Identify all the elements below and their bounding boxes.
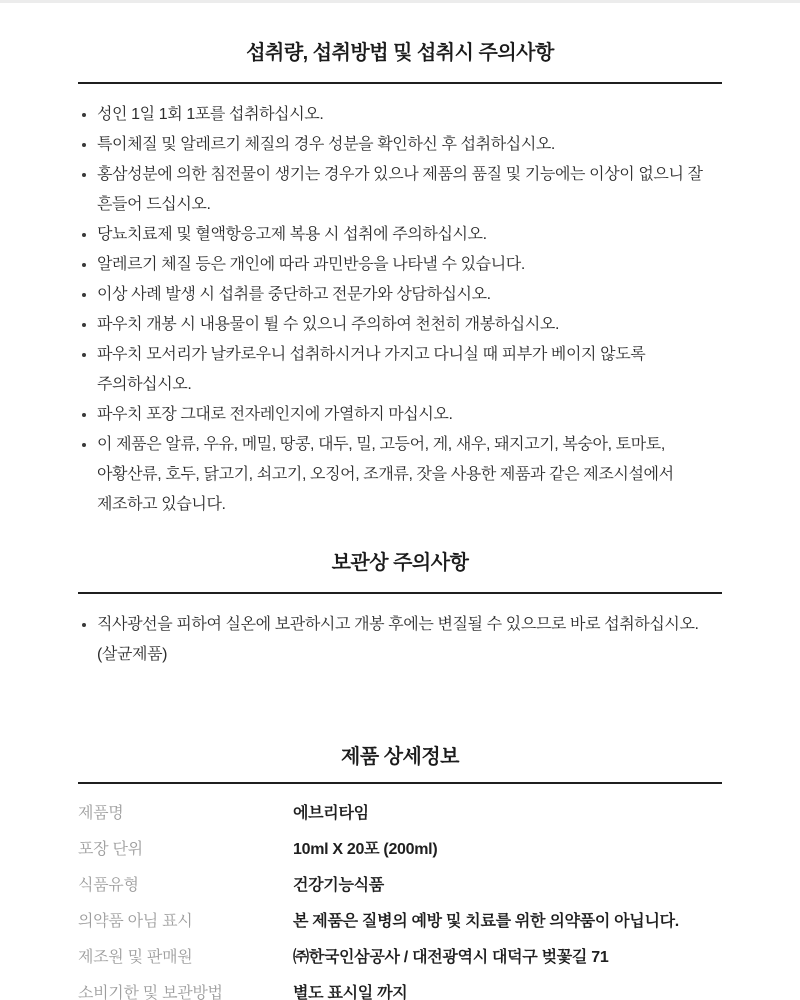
intake-section-title: 섭취량, 섭취방법 및 섭취시 주의사항 [246,42,554,64]
row-label: 제품명 [78,805,124,822]
list-item [78,430,722,520]
list-item [78,100,722,130]
row-label: 제조원 및 판매원 [78,949,193,966]
row-label: 소비기한 및 보관방법 [78,985,223,1000]
table-row [78,976,722,1000]
product-info-table [78,796,722,1000]
table-row [78,796,722,832]
list-item-text: 이 제품은 알류, 우유, 메밀, 땅콩, 대두, 밀, 고등어, 게, 새우, 돼지고기, 복숭아, 토마토, 아황산류, 호두, 닭고기, 쇠고기, 오징어, 조개류, 잣을 사용한 제품과 같은 제조시설에서 제조하고 있습니다. [97,436,674,513]
section-product-info [78,744,722,1000]
list-item-text: 파우치 모서리가 날카로우니 섭취하시거나 가지고 다니실 때 피부가 베이지 않도록 주의하십시오. [97,346,646,393]
row-value: 본 제품은 질병의 예방 및 치료를 위한 의약품이 아닙니다. [293,913,679,930]
row-value: 10ml X 20포 (200ml) [293,841,438,858]
list-item [78,220,722,250]
bullet-icon [82,443,86,447]
bullet-icon [82,353,86,357]
bullet-icon [82,233,86,237]
list-item [78,310,722,340]
product-info-section-title: 제품 상세정보 [341,746,459,768]
list-item [78,280,722,310]
list-item-text: 홍삼성분에 의한 침전물이 생기는 경우가 있으나 제품의 품질 및 기능에는 이상이 없으니 잘 흔들어 드십시오. [97,166,703,213]
bullet-icon [82,293,86,297]
list-item [78,610,722,670]
list-item-text: 당뇨치료제 및 혈액항응고제 복용 시 섭취에 주의하십시오. [97,226,487,243]
bullet-icon [82,113,86,117]
list-item [78,400,722,430]
storage-precautions-list [78,610,722,670]
bullet-icon [82,263,86,267]
section-storage-precautions [78,550,722,670]
top-divider [0,0,800,3]
row-label: 포장 단위 [78,841,143,858]
bullet-icon [82,323,86,327]
list-item [78,340,722,400]
list-item-text: 파우치 포장 그대로 전자레인지에 가열하지 마십시오. [97,406,453,423]
product-info-section-rule [78,782,722,784]
storage-section-title: 보관상 주의사항 [331,552,469,574]
list-item [78,250,722,280]
row-value: 별도 표시일 까지 [293,985,408,1000]
list-item-text: 특이체질 및 알레르기 체질의 경우 성분을 확인하신 후 섭취하십시오. [97,136,555,153]
table-row [78,868,722,904]
row-label: 식품유형 [78,877,139,894]
section-intake-precautions [78,40,722,520]
row-value: 에브리타임 [293,805,369,822]
content-area [0,40,800,1000]
bullet-icon [82,623,86,627]
bullet-icon [82,413,86,417]
intake-section-rule [78,82,722,84]
list-item-text: 직사광선을 피하여 실온에 보관하시고 개봉 후에는 변질될 수 있으므로 바로 섭취하십시오.(살균제품) [97,616,699,663]
row-value: 건강기능식품 [293,877,384,894]
list-item [78,160,722,220]
list-item-text: 알레르기 체질 등은 개인에 따라 과민반응을 나타낼 수 있습니다. [97,256,525,273]
list-item [78,130,722,160]
table-row [78,940,722,976]
row-value: ㈜한국인삼공사 / 대전광역시 대덕구 벚꽃길 71 [293,949,609,966]
table-row [78,904,722,940]
list-item-text: 이상 사례 발생 시 섭취를 중단하고 전문가와 상담하십시오. [97,286,491,303]
storage-section-rule [78,592,722,594]
intake-precautions-list [78,100,722,520]
bullet-icon [82,143,86,147]
list-item-text: 파우치 개봉 시 내용물이 튈 수 있으니 주의하여 천천히 개봉하십시오. [97,316,560,333]
bullet-icon [82,173,86,177]
list-item-text: 성인 1일 1회 1포를 섭취하십시오. [97,106,324,123]
table-row [78,832,722,868]
row-label: 의약품 아님 표시 [78,913,193,930]
